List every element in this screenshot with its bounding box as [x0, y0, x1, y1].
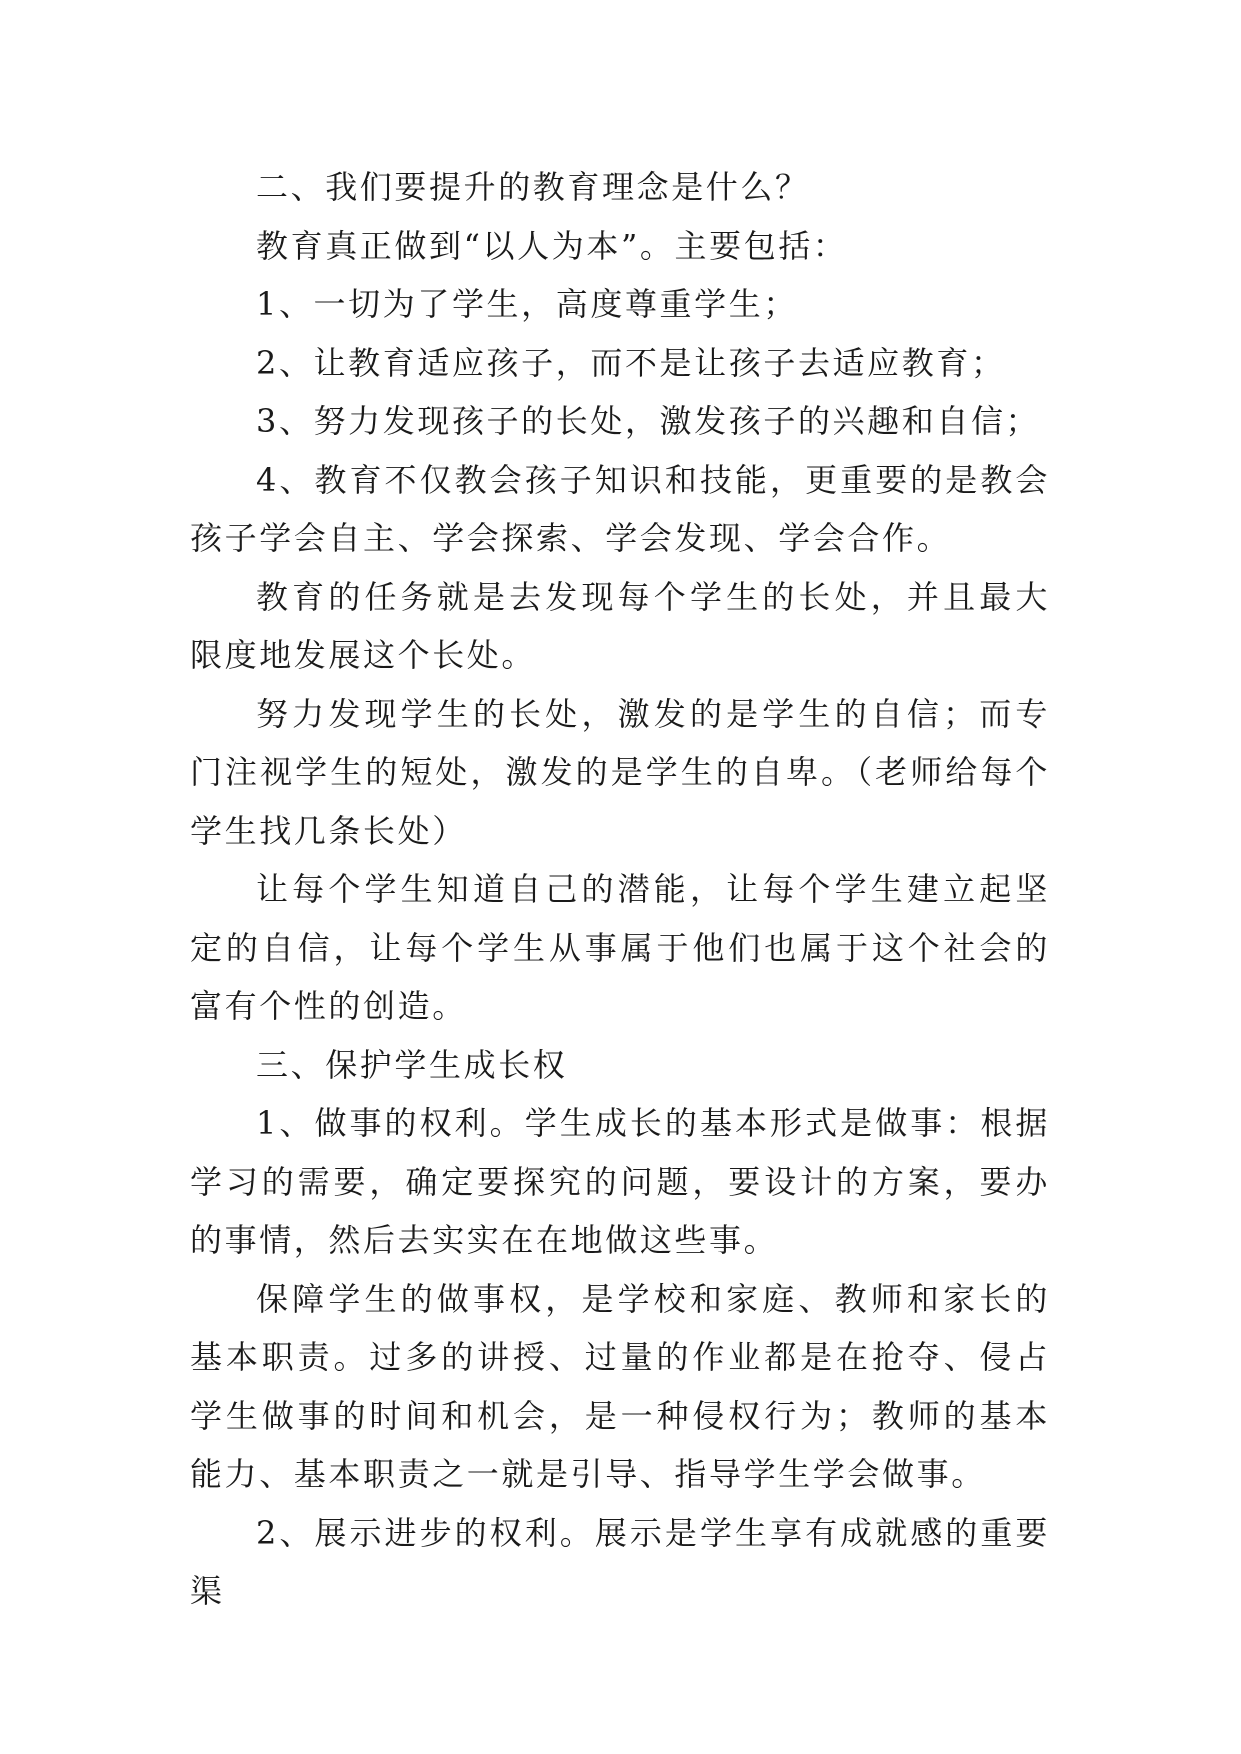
list-item: 2、展示进步的权利。展示是学生享有成就感的重要渠: [190, 1513, 1050, 1610]
paragraph: 教育真正做到“以人为本”。主要包括：: [256, 226, 848, 265]
paragraph: 努力发现学生的长处，激发的是学生的自信；而专门注视学生的短处，激发的是学生的自卑。（老师给每个学生找几条长处）: [190, 694, 1050, 850]
paragraph: 教育的任务就是去发现每个学生的长处，并且最大限度地发展这个长处。: [190, 577, 1050, 674]
list-item: 1、一切为了学生，高度尊重学生；: [256, 285, 798, 323]
list-item: 2、让教育适应孩子，而不是让孩子去适应教育；: [256, 343, 1006, 382]
paragraph: 让每个学生知道自己的潜能，让每个学生建立起坚定的自信，让每个学生从事属于他们也属于这个社会的富有个性的创造。: [190, 870, 1050, 1025]
heading-education-philosophy: 二、我们要提升的教育理念是什么？: [256, 168, 810, 206]
list-item: 3、努力发现孩子的长处，激发孩子的兴趣和自信；: [256, 402, 1041, 440]
list-item: 4、教育不仅教会孩子知识和技能，更重要的是教会孩子学会自主、学会探索、学会发现、学会合作。: [190, 460, 1050, 557]
list-item: 1、做事的权利。学生成长的基本形式是做事：根据学习的需要，确定要探究的问题，要设计的方案，要办的事情，然后去实实在在地做这些事。: [190, 1104, 1050, 1259]
document-body: [190, 158, 1050, 1621]
paragraph: 保障学生的做事权，是学校和家庭、教师和家长的基本职责。过多的讲授、过量的作业都是在抢夺、侵占学生做事的时间和机会，是一种侵权行为；教师的基本能力、基本职责之一就是引导、指导学生学会做事。: [190, 1279, 1050, 1493]
heading-protect-growth-rights: 三、保护学生成长权: [256, 1045, 568, 1084]
